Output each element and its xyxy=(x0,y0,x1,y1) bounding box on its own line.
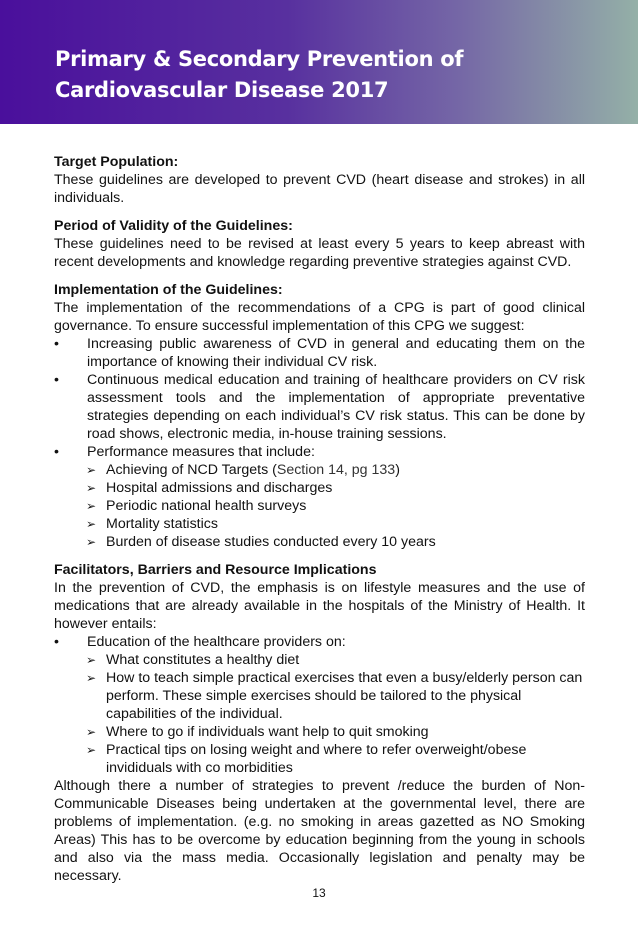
arrow-bullet-icon: ➢ xyxy=(86,517,97,531)
section-reference: Section 14, pg 133 xyxy=(276,462,396,478)
sub-list-item xyxy=(54,651,585,669)
page-title: Primary & Secondary Prevention of Cardiovascular Disease 2017 xyxy=(55,47,464,102)
sub-list-item-text: Hospital admissions and discharges xyxy=(106,480,333,496)
section-target-population xyxy=(54,153,585,207)
section-paragraph: These guidelines need to be revised at least every 5 years to keep abreast with recent developments and knowledge regarding preventive strategies against CVD. xyxy=(54,236,585,270)
arrow-bullet-icon: ➢ xyxy=(86,653,97,667)
sub-list-item-text: Practical tips on losing weight and where to refer overweight/obese invididuals with co morbidities xyxy=(106,742,527,776)
list-item xyxy=(54,443,585,461)
sub-list-item xyxy=(54,669,585,723)
sub-list-item xyxy=(54,515,585,533)
document-body xyxy=(54,153,585,895)
sub-list-item xyxy=(54,741,585,777)
list-item-text: Continuous medical education and training of healthcare providers on CV risk assessment tools and the implementation of appropriate preventative strategies depending on each individual’s CV risk status. This can be done by road shows, electronic media, in-house training sessions. xyxy=(87,372,585,442)
arrow-bullet-icon: ➢ xyxy=(86,499,97,513)
section-heading: Facilitators, Barriers and Resource Implications xyxy=(54,562,377,578)
list-item xyxy=(54,335,585,371)
bullet-icon: • xyxy=(54,444,59,460)
section-validity xyxy=(54,217,585,271)
sub-list-item xyxy=(54,479,585,497)
sub-list-item xyxy=(54,723,585,741)
arrow-bullet-icon: ➢ xyxy=(86,535,97,549)
sub-list-item-text: Mortality statistics xyxy=(106,516,218,532)
section-facilitators xyxy=(54,561,585,885)
section-implementation xyxy=(54,281,585,551)
header-banner xyxy=(0,0,638,124)
list-item xyxy=(54,633,585,651)
sub-list-item xyxy=(54,497,585,515)
arrow-bullet-icon: ➢ xyxy=(86,463,97,477)
sub-list-item xyxy=(54,461,585,479)
section-heading: Implementation of the Guidelines: xyxy=(54,282,283,298)
sub-list-item-text: How to teach simple practical exercises that even a busy/elderly person can perform. These simple exercises should be tailored to the physical capabilities of the individual. xyxy=(106,670,583,722)
arrow-bullet-icon: ➢ xyxy=(86,743,97,757)
arrow-bullet-icon: ➢ xyxy=(86,725,97,739)
section-paragraph: In the prevention of CVD, the emphasis is on lifestyle measures and the use of medications that are already available in the hospitals of the Ministry of Health. It however entails: xyxy=(54,580,585,632)
closing-paragraph: Although there a number of strategies to prevent /reduce the burden of Non-Communicable Diseases being undertaken at the governmental level, there are problems of implementation. (e.g. no smoking in areas gazetted as NO Smoking Areas) This has to be overcome by education beginning from the young in schools and also via the mass media. Occasionally legislation and penalty may be necessary. xyxy=(54,778,585,884)
sub-list-item-text: Burden of disease studies conducted every 10 years xyxy=(106,534,436,550)
section-paragraph: The implementation of the recommendations of a CPG is part of good clinical governance. To ensure successful implementation of this CPG we suggest: xyxy=(54,300,585,334)
sub-list-item xyxy=(54,533,585,551)
section-paragraph: These guidelines are developed to prevent CVD (heart disease and strokes) in all individuals. xyxy=(54,172,585,206)
bullet-icon: • xyxy=(54,634,59,650)
list-item xyxy=(54,371,585,443)
section-heading: Period of Validity of the Guidelines: xyxy=(54,218,293,234)
sub-list-item-text: Periodic national health surveys xyxy=(106,498,307,514)
sub-list-item-text: What constitutes a healthy diet xyxy=(106,652,300,668)
list-item-text: Increasing public awareness of CVD in general and educating them on the importance of knowing their individual CV risk. xyxy=(87,336,585,370)
list-item-text: Education of the healthcare providers on: xyxy=(87,634,346,650)
arrow-bullet-icon: ➢ xyxy=(86,481,97,495)
page-number: 13 xyxy=(312,886,326,900)
sub-list-item-text: Achieving of NCD Targets ( xyxy=(106,462,277,478)
arrow-bullet-icon: ➢ xyxy=(86,671,97,685)
section-heading: Target Population: xyxy=(54,154,179,170)
bullet-icon: • xyxy=(54,336,59,352)
reference-close: ) xyxy=(395,462,400,478)
list-item-text: Performance measures that include: xyxy=(87,444,315,460)
sub-list-item-text: Where to go if individuals want help to quit smoking xyxy=(106,724,429,740)
bullet-icon: • xyxy=(54,372,59,388)
